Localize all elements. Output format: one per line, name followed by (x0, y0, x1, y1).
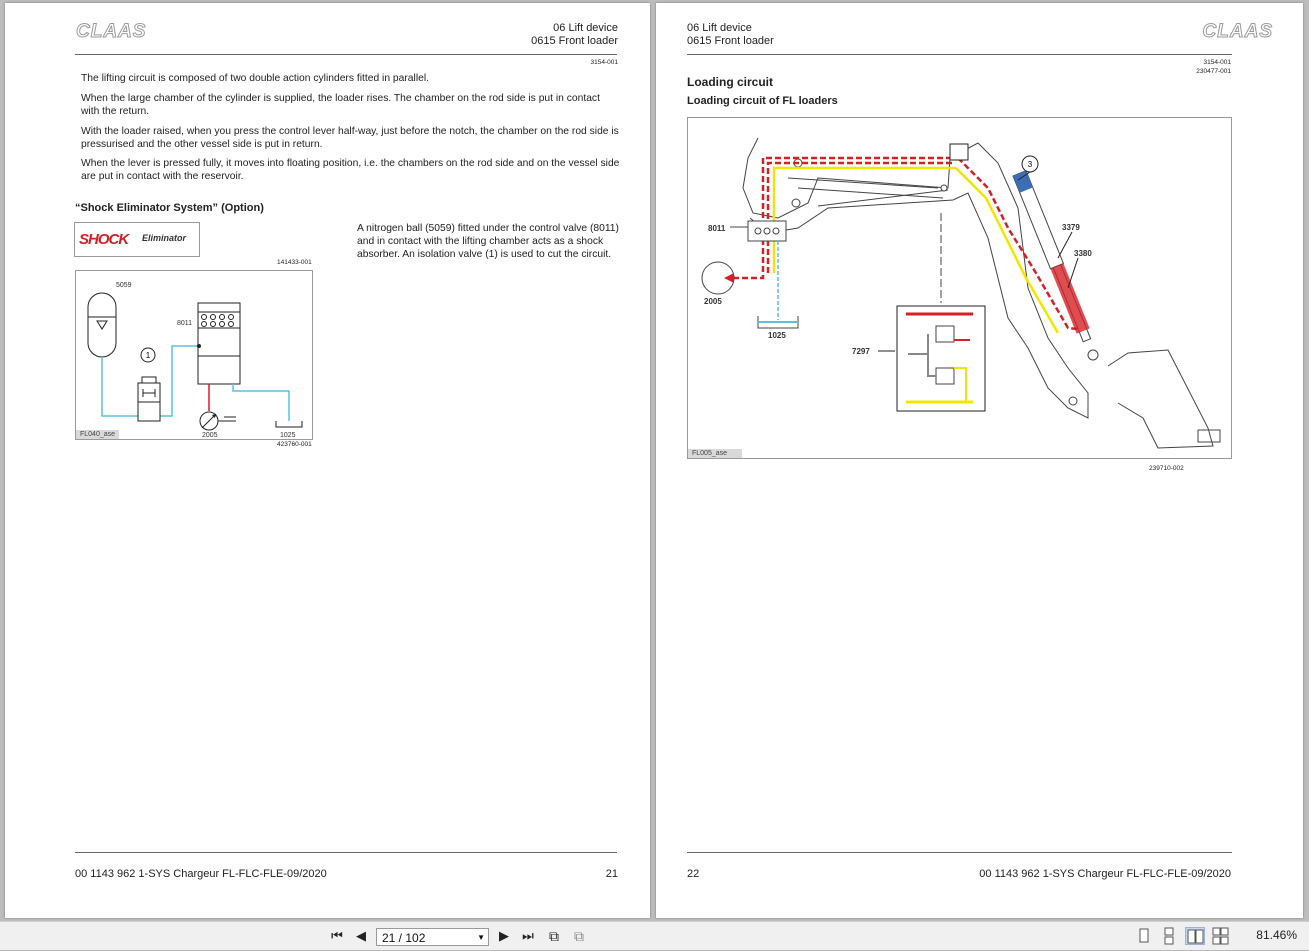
shock-section-title: “Shock Eliminator System” (Option) (75, 202, 264, 214)
last-page-icon[interactable]: ⏭ (522, 928, 534, 943)
ref-code-2: 230477-001 (1196, 68, 1231, 75)
figure-label: FL040_ase (76, 430, 119, 439)
chapter-title: 06 Lift device (553, 22, 618, 34)
zoom-level[interactable]: 81.46% (1256, 928, 1297, 942)
item-3-label: 3 (1027, 160, 1033, 169)
chapter-title: 06 Lift device (687, 22, 752, 34)
shock-eliminator-logo: SHOCK Eliminator (74, 222, 200, 257)
section-heading: Loading circuit (687, 75, 774, 89)
pump-label: 2005 (704, 297, 722, 306)
cylinder-a-label: 3379 (1062, 223, 1080, 232)
two-page-continuous-icon[interactable] (1211, 927, 1231, 945)
page-number: 21 (605, 868, 618, 880)
loading-diagram-svg (688, 118, 1231, 458)
isolation-valve-label: 1 (145, 351, 151, 360)
previous-page-icon[interactable]: ◀ (356, 928, 366, 943)
fit-page-icon[interactable]: ⧉ (549, 928, 559, 944)
figure-code: 423760-001 (277, 441, 312, 448)
cylinder-b-label: 3380 (1074, 249, 1092, 258)
first-page-icon[interactable]: ⏮ (331, 928, 343, 943)
continuous-view-icon[interactable] (1159, 927, 1179, 945)
single-page-view-icon[interactable] (1134, 927, 1154, 945)
block-label: 7297 (852, 347, 870, 356)
section-title: 0615 Front loader (531, 35, 618, 47)
accumulator-shape (88, 293, 116, 357)
page-22 (656, 3, 1303, 918)
footer-divider (687, 852, 1232, 853)
page-indicator: 21 / 102 (382, 931, 426, 945)
logo-code: 141433-001 (277, 259, 312, 266)
paragraph-4: When the lever is pressed fully, it moves into floating position, i.e. the chambers on the rod side and on the vessel side are put in contact with the reservoir. (81, 158, 620, 182)
shock-diagram-svg (76, 271, 312, 439)
pressure-line (724, 158, 958, 278)
accumulator-label: 5059 (116, 282, 132, 289)
section-subheading: Loading circuit of FL loaders (687, 95, 838, 107)
paragraph-3: With the loader raised, when you press the control lever half-way, just before the notch, the chamber on the rod side is pressurised and the other vessel side is put in return. (81, 126, 619, 150)
claas-logo: CLAAS (76, 21, 147, 42)
return-line (774, 168, 956, 273)
tank-label: 1025 (768, 331, 786, 340)
figure-label: FL005_ase (688, 449, 742, 458)
shock-eliminator-diagram (75, 270, 313, 440)
pump-label: 2005 (202, 432, 218, 439)
header-divider (687, 54, 1232, 55)
two-page-view-icon[interactable] (1185, 927, 1205, 945)
chevron-down-icon: ▼ (477, 933, 485, 942)
control-valve-label: 8011 (177, 320, 193, 327)
footer-doc-ref: 00 1143 962 1-SYS Chargeur FL-FLC-FLE-09/2020 (979, 868, 1231, 880)
rotate-icon[interactable]: ⧉ (574, 928, 584, 944)
next-page-icon[interactable]: ▶ (499, 928, 509, 943)
loading-circuit-diagram (687, 117, 1232, 459)
shock-description: A nitrogen ball (5059) fitted under the control valve (8011) and in contact with the lifting chamber acts as a shock absorber. An isolation valve (1) is used to cut the circuit. (357, 223, 619, 260)
page-21 (5, 3, 650, 918)
page-number: 22 (687, 868, 700, 880)
bottom-toolbar (0, 921, 1309, 950)
ref-code: 3154-001 (590, 59, 618, 66)
section-title: 0615 Front loader (687, 35, 774, 47)
ref-code-1: 3154-001 (1203, 59, 1231, 66)
tank-label: 1025 (280, 432, 296, 439)
header-divider (75, 54, 617, 55)
block-7297 (897, 306, 985, 411)
bucket-shape (1108, 350, 1213, 448)
valve-label: 8011 (708, 224, 726, 233)
page-selector[interactable] (376, 928, 489, 946)
figure-code: 239710-002 (1149, 465, 1184, 472)
footer-doc-ref: 00 1143 962 1-SYS Chargeur FL-FLC-FLE-09/2020 (75, 868, 327, 880)
claas-logo: CLAAS (1202, 21, 1273, 42)
paragraph-1: The lifting circuit is composed of two double action cylinders fitted in parallel. (81, 73, 429, 84)
footer-divider (75, 852, 617, 853)
paragraph-2: When the large chamber of the cylinder is supplied, the loader rises. The chamber on the rod side is put in contact with the return. (81, 93, 600, 117)
